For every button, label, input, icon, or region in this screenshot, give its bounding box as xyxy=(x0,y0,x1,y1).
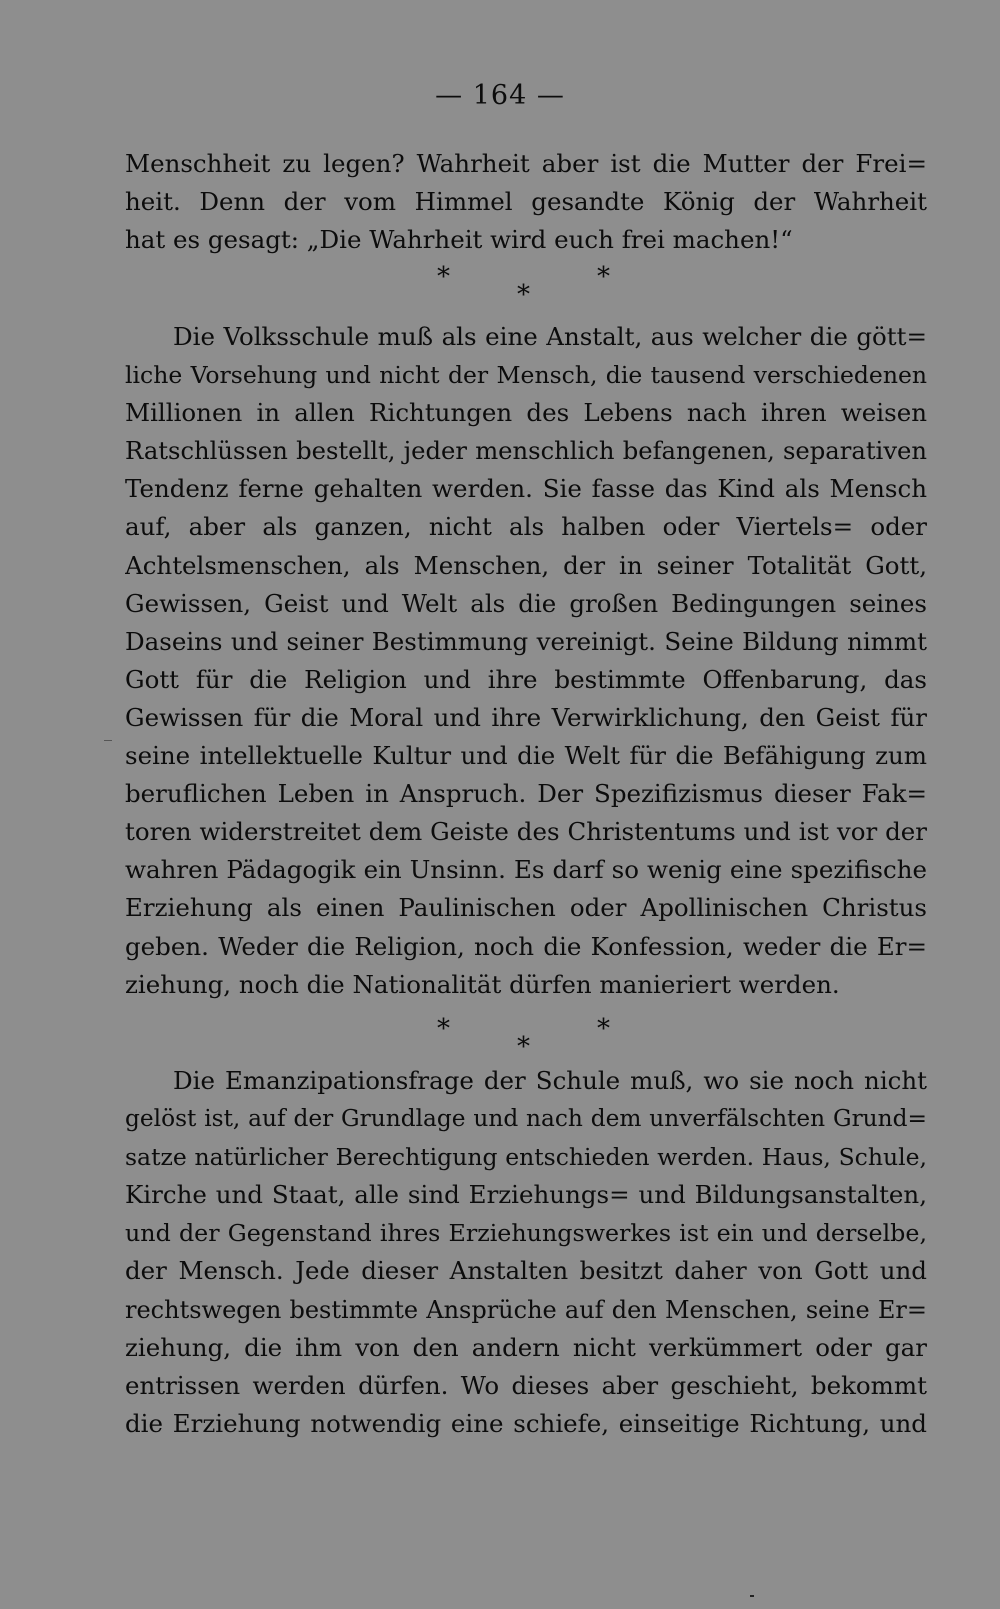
text-line: Daseins und seiner Bestimmung vereinigt. Seine Bildung nimmt xyxy=(125,626,927,656)
text-line: liche Vorsehung und nicht der Mensch, die tausend verschiedenen xyxy=(125,361,927,390)
section-separator xyxy=(0,1014,1000,1064)
text-line: Gewissen für die Moral und ihre Verwirklichung, den Geist für xyxy=(125,702,927,732)
text-line: Ratschlüssen bestellt, jeder menschlich befangenen, separativen xyxy=(125,436,927,466)
text-line: satze natürlicher Berechtigung entschieden werden. Haus, Schule, xyxy=(125,1143,927,1172)
text-line: Tendenz ferne gehalten werden. Sie fasse das Kind als Mensch xyxy=(125,474,927,504)
separator-star: * xyxy=(597,262,610,292)
separator-star: * xyxy=(437,262,450,292)
separator-star: * xyxy=(597,1014,610,1044)
text-line: Die Emanzipationsfrage der Schule muß, wo sie noch nicht xyxy=(173,1066,927,1095)
text-line: Menschheit zu legen? Wahrheit aber ist die Mutter der Frei= xyxy=(125,149,927,178)
print-speck xyxy=(750,1595,754,1597)
section-separator xyxy=(0,262,1000,312)
text-line: beruflichen Leben in Anspruch. Der Spezifizismus dieser Fak= xyxy=(125,779,927,809)
text-line: gelöst ist, auf der Grundlage und nach dem unverfälschten Grund= xyxy=(125,1105,927,1133)
paragraph-3 xyxy=(125,1062,927,1443)
text-line: Die Volksschule muß als eine Anstalt, aus welcher die gött= xyxy=(173,322,927,351)
text-line: die Erziehung notwendig eine schiefe, einseitige Richtung, und xyxy=(125,1408,927,1438)
text-line: geben. Weder die Religion, noch die Konfession, weder die Er= xyxy=(125,931,927,961)
separator-star: * xyxy=(437,1014,450,1044)
text-line: Erziehung als einen Paulinischen oder Apollinischen Christus xyxy=(125,893,927,923)
paragraph-1 xyxy=(125,145,927,259)
text-line: entrissen werden dürfen. Wo dieses aber geschieht, bekommt xyxy=(125,1370,927,1400)
separator-star: * xyxy=(517,280,530,310)
text-line: rechtswegen bestimmte Ansprüche auf den Menschen, seine Er= xyxy=(125,1295,927,1324)
paragraph-2 xyxy=(125,318,927,1004)
text-line: Millionen in allen Richtungen des Lebens nach ihren weisen xyxy=(125,398,927,428)
text-line: ziehung, die ihm von den andern nicht verkümmert oder gar xyxy=(125,1332,927,1362)
page-number: — 164 — xyxy=(435,80,565,111)
text-line: hat es gesagt: „Die Wahrheit wird euch frei machen!“ xyxy=(125,225,793,255)
text-line: Achtelsmenschen, als Menschen, der in seiner Totalität Gott, xyxy=(125,550,927,580)
text-line: heit. Denn der vom Himmel gesandte König der Wahrheit xyxy=(125,187,927,217)
separator-star: * xyxy=(517,1032,530,1062)
margin-mark xyxy=(104,740,112,741)
text-line: ziehung, noch die Nationalität dürfen manieriert werden. xyxy=(125,969,840,999)
text-line: der Mensch. Jede dieser Anstalten besitzt daher von Gott und xyxy=(125,1256,927,1286)
text-line: auf, aber als ganzen, nicht als halben oder Viertels= oder xyxy=(125,512,927,542)
text-line: seine intellektuelle Kultur und die Welt für die Befähigung zum xyxy=(125,741,927,771)
text-line: wahren Pädagogik ein Unsinn. Es darf so wenig eine spezifische xyxy=(125,855,927,885)
text-line: Gott für die Religion und ihre bestimmte Offenbarung, das xyxy=(125,664,927,694)
text-line: toren widerstreitet dem Geiste des Christentums und ist vor der xyxy=(125,817,927,847)
text-line: Kirche und Staat, alle sind Erziehungs= und Bildungsanstalten, xyxy=(125,1180,927,1210)
text-line: Gewissen, Geist und Welt als die großen Bedingungen seines xyxy=(125,588,927,618)
text-line: und der Gegenstand ihres Erziehungswerkes ist ein und derselbe, xyxy=(125,1219,927,1248)
